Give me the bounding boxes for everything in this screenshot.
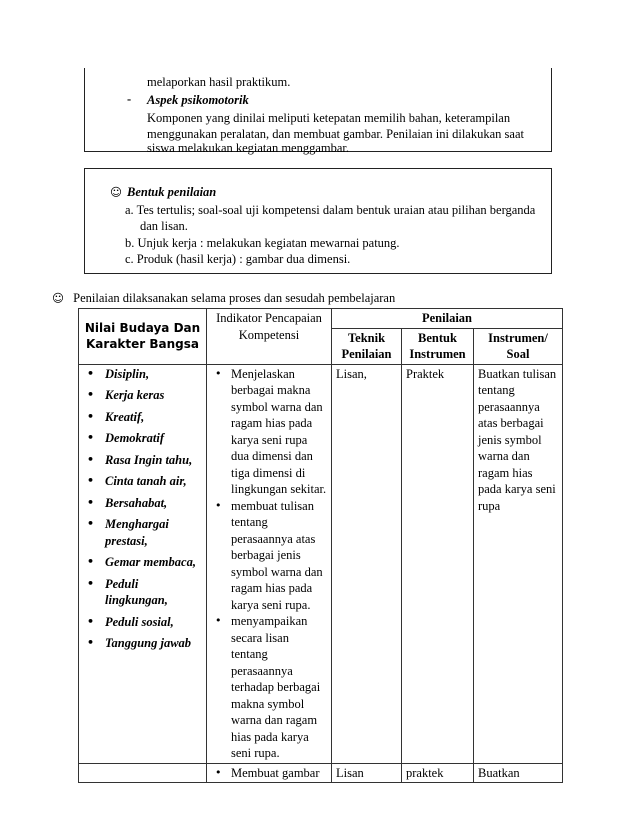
note-text: Penilaian dilaksanakan selama proses dan sesudah pembelajaran — [73, 291, 396, 305]
value-item: • Cinta tanah air, — [83, 473, 202, 490]
bentuk-cell: praktek — [402, 763, 474, 783]
value-item: • Gemar membaca, — [83, 554, 202, 571]
values-cell — [79, 364, 207, 763]
value-item: • Menghargai prestasi, — [83, 516, 202, 549]
bentuk-cell: Praktek — [402, 364, 474, 763]
header-indikator: Indikator Pencapaian Kompetensi — [207, 309, 332, 365]
values-cell — [79, 763, 207, 783]
form-item: c. Produk (hasil kerja) : gambar dua dimensi. — [125, 252, 351, 266]
header-penilaian: Penilaian — [332, 309, 563, 329]
text-line: melaporkan hasil praktikum. — [147, 75, 291, 89]
assessment-table — [78, 308, 563, 783]
value-item: • Bersahabat, — [83, 495, 202, 512]
instrumen-cell: Buatkan — [474, 763, 563, 783]
assessment-note — [52, 290, 395, 306]
smiley-icon: ☺ — [52, 291, 64, 305]
teknik-cell: Lisan — [332, 763, 402, 783]
value-item: • Disiplin, — [83, 366, 202, 383]
value-item: • Tanggung jawab — [83, 635, 202, 652]
table-row — [79, 763, 563, 783]
indicator-item: • Menjelaskan berbagai makna symbol warna dan ragam hias pada karya seni rupa dua dimensi dan tiga dimensi di lingkungan sekitar. — [211, 366, 327, 498]
indicator-item: • Membuat gambar — [211, 765, 327, 782]
value-item: • Demokratif — [83, 430, 202, 447]
smiley-icon: ☺ — [110, 185, 122, 199]
value-item: • Kerja keras — [83, 387, 202, 404]
value-item: • Peduli sosial, — [83, 614, 202, 631]
text-line: Komponen yang dinilai meliputi ketepatan memilih bahan, keterampilan — [147, 111, 511, 125]
indicator-item: • membuat tulisan tentang perasaannya atas berbagai jenis symbol warna dan ragam hias pada karya seni rupa. — [211, 498, 327, 614]
assessment-aspects-box — [84, 68, 552, 155]
text-line: siswa melakukan kegiatan menggambar. — [147, 141, 350, 155]
indicators-cell — [207, 763, 332, 783]
indicator-item: • menyampaikan secara lisan tentang perasaannya terhadap berbagai makna symbol warna dan ragam hias pada karya seni rupa. — [211, 613, 327, 762]
value-item: • Kreatif, — [83, 409, 202, 426]
instrumen-cell: Buatkan tulisan tentang perasaannya atas berbagai jenis symbol warna dan ragam hias pada karya seni rupa — [474, 364, 563, 763]
text-line: menggunakan peralatan, dan membuat gambar. Penilaian ini dilakukan saat — [147, 127, 524, 141]
form-item-continued: dan lisan. — [140, 219, 188, 233]
form-item: b. Unjuk kerja : melakukan kegiatan mewarnai patung. — [125, 236, 400, 250]
assessment-form-box — [84, 168, 552, 274]
form-item: a. Tes tertulis; soal-soal uji kompetensi dalam bentuk uraian atau pilihan berganda — [125, 203, 536, 217]
value-item: • Peduli lingkungan, — [83, 576, 202, 609]
header-instrumen: Instrumen/ Soal — [474, 328, 563, 364]
header-teknik: Teknik Penilaian — [332, 328, 402, 364]
table-header-row — [79, 309, 563, 329]
table-row — [79, 364, 563, 763]
value-item: • Rasa Ingin tahu, — [83, 452, 202, 469]
aspect-heading: Aspek psikomotorik — [147, 93, 249, 107]
header-bentuk: Bentuk Instrumen — [402, 328, 474, 364]
dash-bullet: - — [127, 92, 132, 106]
teknik-cell: Lisan, — [332, 364, 402, 763]
form-heading: Bentuk penilaian — [127, 185, 217, 199]
indicators-cell — [207, 364, 332, 763]
header-values: Nilai Budaya Dan Karakter Bangsa — [79, 309, 207, 365]
